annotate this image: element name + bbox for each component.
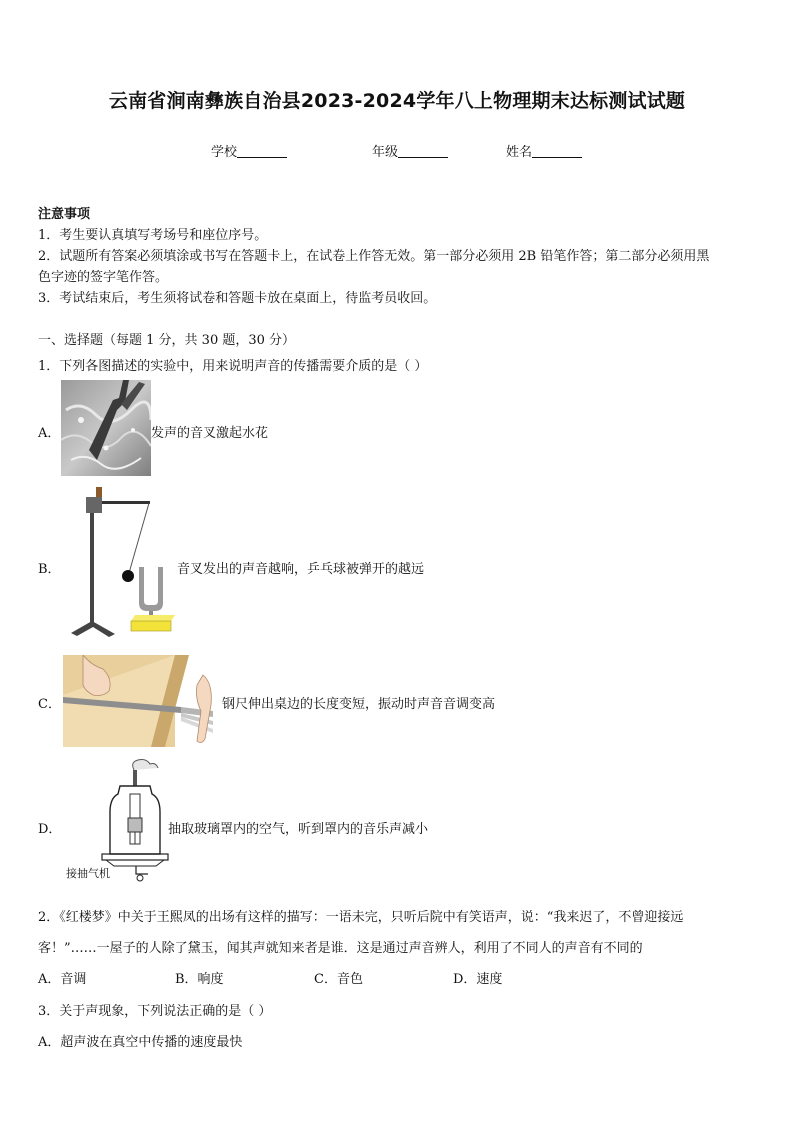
name-label: 姓名 — [506, 145, 533, 160]
q1-stem: 1．下列各图描述的实验中，用来说明声音的传播需要介质的是（ ） — [38, 359, 428, 374]
school-blank — [237, 144, 287, 158]
tuning-fork-water-image — [61, 380, 151, 476]
q1-option-d-letter: D． — [38, 822, 62, 837]
name-field — [506, 141, 582, 160]
q2-stem-line1: 2．《红楼梦》中关于王熙凤的出场有这样的描写：一语未完，只听后院中有笑语声，说：“我来迟了，不曾迎接远 — [38, 910, 684, 925]
section-heading: 一、选择题（每题 1 分，共 30 题，30 分） — [38, 333, 296, 348]
q1-option-a-text: 发声的音叉激起水花 — [151, 426, 269, 441]
q2-option-c: C．音色 — [314, 972, 363, 987]
q1-option-c-letter: C． — [38, 697, 61, 712]
q1-option-a-letter: A． — [38, 426, 61, 441]
school-label: 学校 — [211, 145, 238, 160]
page-title: 云南省涧南彝族自治县2023-2024学年八上物理期末达标测试试题 — [108, 90, 686, 112]
q1-option-d-text: 抽取玻璃罩内的空气，听到罩内的音乐声减小 — [168, 822, 429, 837]
grade-label: 年级 — [372, 145, 399, 160]
grade-blank — [398, 144, 448, 158]
pump-label: 接抽气机 — [66, 867, 110, 880]
notice-item-1: 1．考生要认真填写考场号和座位序号。 — [38, 228, 268, 243]
notice-item-2-cont: 色字迹的签字笔作答。 — [38, 270, 169, 285]
q2-option-b: B．响度 — [175, 972, 224, 987]
q2-option-a: A．音调 — [38, 972, 87, 987]
grade-field — [372, 141, 448, 160]
q1-option-c-text: 钢尺伸出桌边的长度变短，振动时声音音调变高 — [222, 697, 496, 712]
q3-option-a: A．超声波在真空中传播的速度最快 — [38, 1035, 243, 1050]
q1-option-b-letter: B． — [38, 562, 61, 577]
notice-item-2: 2．试题所有答案必须填涂或书写在答题卡上，在试卷上作答无效。第一部分必须用 2B 铅笔作答；第二部分必须用黑 — [38, 249, 710, 264]
steel-ruler-image — [63, 655, 223, 747]
pingpong-tuning-fork-image — [63, 487, 175, 642]
bell-jar-image — [100, 758, 170, 884]
notice-item-3: 3．考试结束后，考生须将试卷和答题卡放在桌面上，待监考员收回。 — [38, 291, 437, 306]
q2-stem-line2: 客！”……一屋子的人除了黛玉，闻其声就知来者是谁．这是通过声音辨人，利用了不同人的声音有不同的 — [38, 941, 643, 956]
q1-option-b-text: 音叉发出的声音越响，乒乓球被弹开的越远 — [177, 562, 425, 577]
notice-heading: 注意事项 — [38, 207, 91, 222]
school-field — [211, 141, 287, 160]
name-blank — [532, 144, 582, 158]
q2-option-d: D．速度 — [453, 972, 503, 987]
q3-stem: 3．关于声现象，下列说法正确的是（ ） — [38, 1004, 272, 1019]
